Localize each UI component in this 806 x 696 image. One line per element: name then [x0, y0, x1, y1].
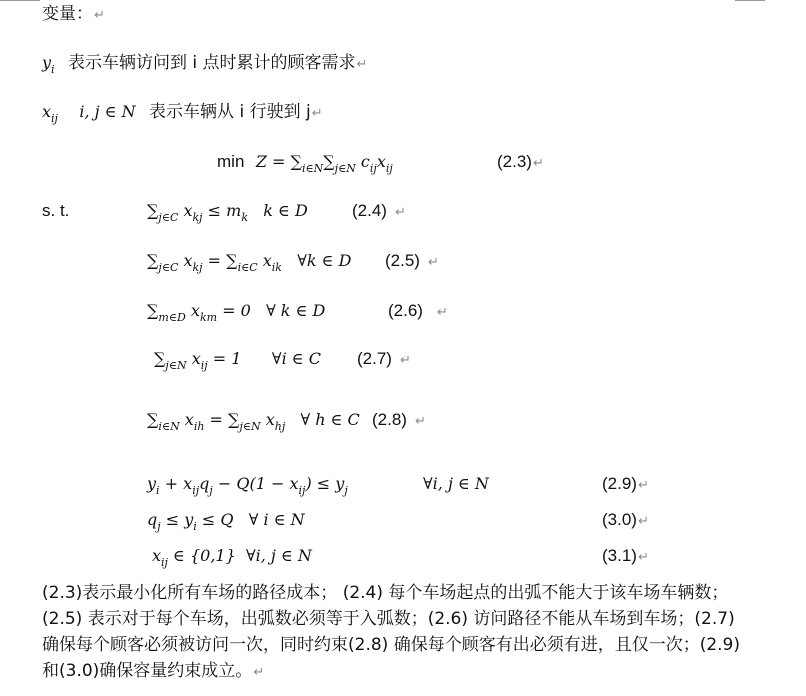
- paragraph-line: (2.5) 表示对于每个车场，出弧数必须等于入弧数；(2.6) 访问路径不能从车场到车场；(2.7): [42, 609, 735, 629]
- equation-number: (2.3)↵: [497, 152, 544, 171]
- paragraph-line: 和(3.0)确保容量约束成立。: [42, 661, 253, 681]
- equation-number: (3.0)↵: [602, 510, 649, 529]
- equation-number: (2.9)↵: [602, 474, 649, 493]
- equation-number: (2.6) ↵: [388, 301, 448, 320]
- equation-number: (2.5) ↵: [385, 251, 439, 270]
- equation-number: (3.1)↵: [602, 546, 649, 565]
- equation-number: (2.4) ↵: [352, 201, 406, 220]
- page-corner-mark: [0, 0, 40, 1]
- objective-function: $\min Z = \sum_{i\in N}\sum_{j\in N}$ $c_{ij}x_{ij}$: [217, 152, 393, 175]
- x-definition: $x_{ij}$ i, j ∈ N 表示车辆从 i 行驶到 j↵: [42, 102, 323, 125]
- explanation-paragraph: (2.3)表示最小化所有车场的路径成本； (2.4) 每个车场起点的出弧不能大于该车场车辆数； (2.5) 表示对于每个车场，出弧数必须等于入弧数；(2.6) 访问路径不能从车场到车场；(2.7) 确保每个顾客必须被访问一次，同时约束(2.8) 确保每个顾客有出必须有进，且仅一次；(2.9) 和(3.0)确保容量约束成立。↵: [42, 583, 741, 681]
- constraint-2-9: $y_i + x_{ij}q_j - Q(1 - x_{ij}) \le y_j$: [147, 474, 348, 497]
- page-corner-mark: [735, 0, 765, 1]
- equation-number: (2.8) ↵: [372, 410, 426, 429]
- constraint-2-4: $\sum_{j\in C}$ $x_{kj} \le m_k$ k ∈ D: [147, 201, 308, 224]
- constraint-3-0: $q_j \le y_i \le Q$ ∀ i ∈ N: [147, 510, 305, 533]
- constraint-condition: ∀i, j ∈ N: [423, 474, 489, 493]
- paragraph-line: (2.3)表示最小化所有车场的路径成本； (2.4) 每个车场起点的出弧不能大于该车场车辆数；: [42, 583, 729, 603]
- constraint-2-5: $\sum_{j\in C}$ $x_{kj} = \sum_{i\in C}$ $x_{ik}$ ∀k ∈ D: [147, 251, 352, 274]
- paragraph-line: 确保每个顾客必须被访问一次，同时约束(2.8) 确保每个顾客有出必须有进，且仅一次；(2.9): [42, 635, 741, 655]
- subject-to-label: s. t.: [42, 201, 70, 220]
- constraint-2-6: $\sum_{m\in D}$ $x_{km} = 0$ ∀ k ∈ D: [147, 301, 326, 324]
- constraint-2-7: $\sum_{j\in N}$ $x_{ij} = 1$ ∀i ∈ C: [154, 349, 321, 372]
- equation-number: (2.7) ↵: [357, 349, 411, 368]
- constraint-3-1: $x_{ij}$ ∈ {0,1} ∀i, j ∈ N: [152, 546, 312, 569]
- y-definition: $y_i$ 表示车辆访问到 i 点时累计的顾客需求↵: [42, 53, 368, 76]
- constraint-2-8: $\sum_{i\in N}$ $x_{ih} = \sum_{j\in N}$ $x_{hj}$ ∀ h ∈ C: [147, 410, 360, 433]
- variables-heading: 变量：↵: [42, 4, 105, 24]
